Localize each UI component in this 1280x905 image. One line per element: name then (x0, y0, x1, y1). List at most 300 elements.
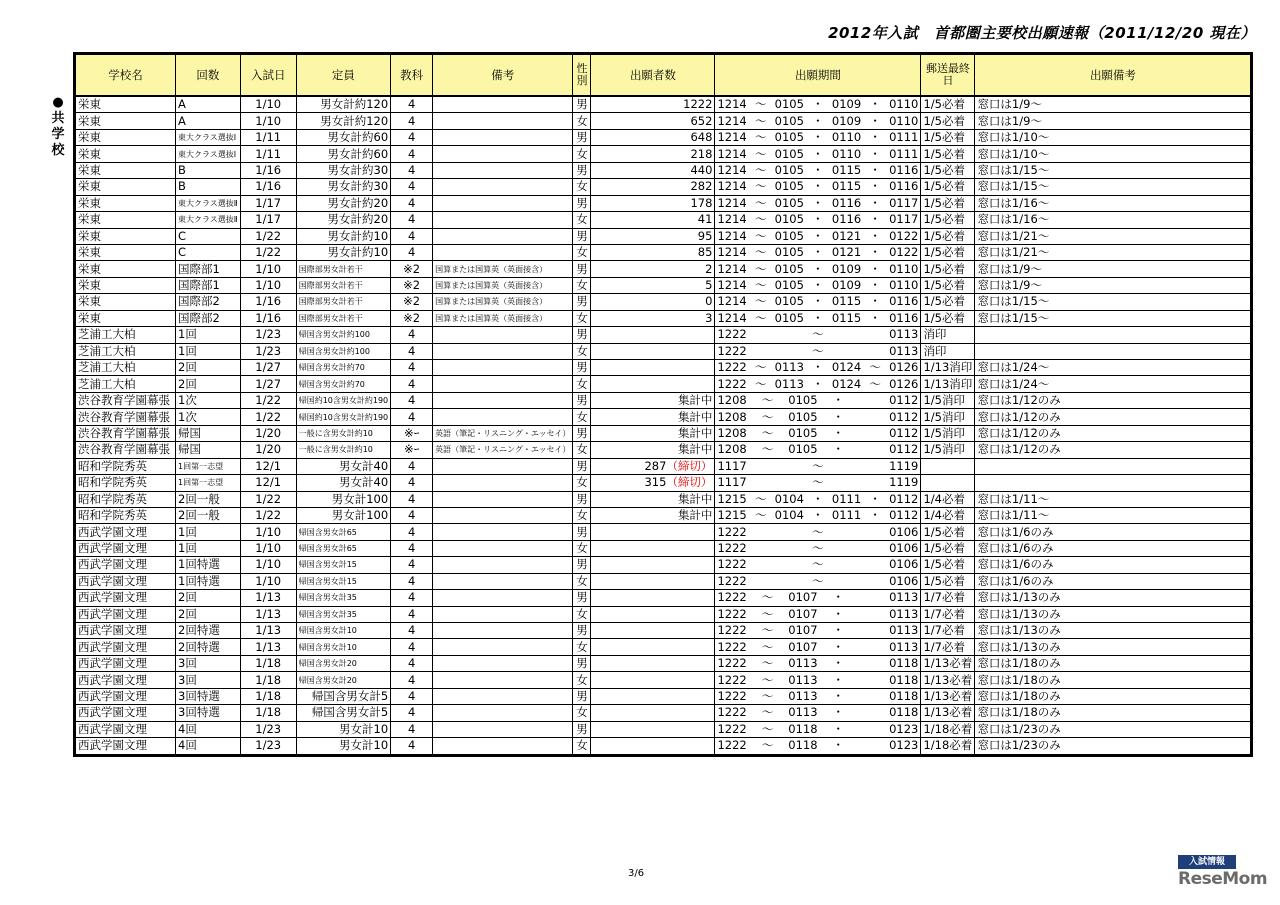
period-parts (717, 278, 918, 293)
cell-notes: 窓口は1/12のみ (975, 409, 1251, 425)
period-part: ～ (812, 343, 824, 358)
cell-capacity: 帰国含男女計15 (296, 557, 390, 573)
table-row (76, 129, 1251, 145)
period-part: 1222 (717, 557, 747, 572)
cell-capacity: 国際部男女計若干 (296, 294, 390, 310)
cell-round: 1次 (176, 392, 241, 408)
cell-applicants (591, 655, 715, 671)
cell-gender: 男 (573, 195, 591, 211)
period-part: ・ (812, 360, 824, 375)
cell-notes: 窓口は1/18のみ (975, 705, 1251, 721)
period-parts (717, 327, 918, 342)
cell-applicants: 3 (591, 310, 715, 326)
period-part: 0113 (788, 672, 818, 687)
cell-subjects: 4 (391, 590, 433, 606)
cell-round: 1回特選 (176, 573, 241, 589)
period-part: ・ (869, 491, 881, 506)
period-parts (717, 673, 918, 688)
period-part: ～ (754, 294, 767, 309)
cell-school: 昭和学院秀英 (76, 507, 176, 523)
cell-gender: 女 (573, 310, 591, 326)
cell-exam-date: 1/22 (240, 507, 296, 523)
cell-remarks (433, 409, 573, 425)
cell-applicants (591, 327, 715, 343)
period-part: 1215 (717, 491, 747, 506)
cell-period (715, 261, 921, 277)
cell-school: 西武学園文理 (76, 606, 176, 622)
period-part: ・ (812, 97, 824, 112)
cell-remarks (433, 212, 573, 228)
applicant-count: 315 (644, 475, 667, 490)
cell-applicants: 集計中 (591, 491, 715, 507)
period-part: ～ (761, 442, 774, 457)
cell-exam-date: 1/11 (240, 129, 296, 145)
period-part: 1222 (717, 343, 747, 358)
period-part: 1214 (717, 228, 747, 243)
period-part: 1222 (717, 672, 747, 687)
period-part: ・ (869, 294, 881, 309)
cell-gender: 男 (573, 655, 591, 671)
period-part: ・ (869, 245, 881, 260)
period-part: 1214 (717, 245, 747, 260)
cell-round: 1回 (176, 327, 241, 343)
header-gender: 性別 (573, 55, 591, 97)
cell-notes: 窓口は1/12のみ (975, 442, 1251, 458)
period-part: ・ (832, 393, 845, 408)
period-part: 0124 (831, 376, 862, 391)
table-row (76, 475, 1251, 491)
cell-notes: 窓口は1/10～ (975, 129, 1251, 145)
cell-period (715, 475, 921, 491)
cell-applicants (591, 688, 715, 704)
table-row (76, 409, 1251, 425)
table-row (76, 179, 1251, 195)
cell-applicants (591, 672, 715, 688)
cell-period (715, 195, 921, 211)
cell-notes: 窓口は1/6のみ (975, 540, 1251, 556)
cell-applicants: 41 (591, 212, 715, 228)
table-row (76, 507, 1251, 523)
period-part: ～ (761, 688, 774, 703)
period-part: 0118 (889, 705, 919, 720)
cell-mail-deadline: 1/5必着 (921, 113, 975, 129)
cell-mail-deadline: 1/5必着 (921, 129, 975, 145)
period-part: ～ (761, 425, 774, 440)
header-capacity: 定員 (296, 55, 390, 97)
period-parts (717, 623, 918, 638)
cell-gender: 女 (573, 672, 591, 688)
period-part: 1222 (717, 639, 747, 654)
cell-gender: 男 (573, 458, 591, 474)
period-part: ・ (812, 179, 824, 194)
period-parts (717, 738, 918, 753)
period-parts (717, 557, 918, 572)
cell-round: 国際部2 (176, 294, 241, 310)
cell-remarks: 国算または国算英（英面接含） (433, 294, 573, 310)
cell-notes: 窓口は1/15～ (975, 310, 1251, 326)
period-part: ～ (812, 327, 824, 342)
period-part: 1222 (717, 705, 747, 720)
table-row (76, 655, 1251, 671)
cell-gender: 男 (573, 425, 591, 441)
cell-remarks (433, 491, 573, 507)
cell-capacity: 男女計100 (296, 491, 390, 507)
cell-subjects: 4 (391, 458, 433, 474)
period-part: 1222 (717, 606, 747, 621)
cell-period (715, 113, 921, 129)
cell-remarks (433, 475, 573, 491)
cell-exam-date: 1/22 (240, 491, 296, 507)
cell-school: 昭和学院秀英 (76, 491, 176, 507)
cell-applicants (591, 623, 715, 639)
cell-remarks: 国算または国算英（英面接含） (433, 261, 573, 277)
cell-remarks (433, 360, 573, 376)
period-part: ・ (812, 228, 824, 243)
cell-round: 1回 (176, 524, 241, 540)
period-parts (717, 344, 918, 359)
period-parts (717, 212, 918, 227)
cell-notes: 窓口は1/12のみ (975, 392, 1251, 408)
period-part: 1119 (889, 458, 919, 473)
period-part: 0116 (889, 179, 919, 194)
period-part: 1215 (717, 508, 747, 523)
cell-remarks (433, 639, 573, 655)
header-remarks: 備考 (433, 55, 573, 97)
cell-mail-deadline (921, 458, 975, 474)
cell-remarks (433, 721, 573, 737)
cell-applicants: 652 (591, 113, 715, 129)
cell-notes: 窓口は1/18のみ (975, 688, 1251, 704)
period-parts (717, 196, 918, 211)
cell-subjects: ※2 (391, 294, 433, 310)
cell-mail-deadline: 1/13消印 (921, 360, 975, 376)
cell-gender: 男 (573, 96, 591, 113)
cell-school: 西武学園文理 (76, 721, 176, 737)
cell-gender: 男 (573, 524, 591, 540)
table-row (76, 261, 1251, 277)
cell-mail-deadline: 1/5消印 (921, 392, 975, 408)
cell-capacity: 帰国含男女計15 (296, 573, 390, 589)
period-part: ～ (869, 360, 881, 375)
period-part: ・ (869, 228, 881, 243)
cell-remarks (433, 655, 573, 671)
header-applicants: 出願者数 (591, 55, 715, 97)
cell-remarks: 国算または国算英（英面接含） (433, 277, 573, 293)
period-part: ～ (812, 475, 824, 490)
period-parts (717, 722, 918, 737)
period-part: 0105 (774, 245, 804, 260)
period-part: 0113 (788, 705, 818, 720)
period-parts (717, 689, 918, 704)
cell-capacity: 帰国含男女計約70 (296, 376, 390, 392)
cell-exam-date: 1/17 (240, 195, 296, 211)
cell-round: 国際部1 (176, 277, 241, 293)
period-part: ・ (832, 606, 845, 621)
table-row (76, 557, 1251, 573)
cell-period (715, 738, 921, 754)
cell-remarks (433, 623, 573, 639)
cell-round: B (176, 179, 241, 195)
cell-school: 栄東 (76, 179, 176, 195)
period-part: 0118 (889, 656, 919, 671)
cell-school: 西武学園文理 (76, 540, 176, 556)
period-part: 0112 (889, 409, 919, 424)
period-part: 0122 (889, 228, 919, 243)
cell-period (715, 179, 921, 195)
cell-remarks (433, 606, 573, 622)
cell-subjects: 4 (391, 327, 433, 343)
period-part: ～ (812, 458, 824, 473)
cell-exam-date: 1/23 (240, 738, 296, 754)
period-part: 0105 (788, 425, 818, 440)
period-part: 0109 (831, 278, 862, 293)
cell-notes: 窓口は1/23のみ (975, 721, 1251, 737)
cell-notes: 窓口は1/11～ (975, 491, 1251, 507)
cell-mail-deadline: 1/5必着 (921, 540, 975, 556)
cell-school: 渋谷教育学園幕張 (76, 442, 176, 458)
cell-exam-date: 1/10 (240, 540, 296, 556)
cell-mail-deadline: 1/5必着 (921, 162, 975, 178)
table-row (76, 688, 1251, 704)
period-part: 0105 (774, 97, 804, 112)
cell-exam-date: 1/22 (240, 409, 296, 425)
period-part: ・ (869, 278, 881, 293)
cell-subjects: 4 (391, 639, 433, 655)
cell-applicants (591, 606, 715, 622)
cell-school: 栄東 (76, 228, 176, 244)
cell-capacity: 帰国含男女計5 (296, 688, 390, 704)
cell-subjects: 4 (391, 360, 433, 376)
cell-remarks (433, 195, 573, 211)
period-part: 0118 (788, 721, 818, 736)
cell-round: 1回第一志望 (176, 458, 241, 474)
period-part: 1208 (717, 442, 747, 457)
cell-mail-deadline: 1/13必着 (921, 688, 975, 704)
period-part: ・ (812, 294, 824, 309)
cell-round: 2回特選 (176, 623, 241, 639)
period-part: 0109 (831, 261, 862, 276)
period-part: 1222 (717, 721, 747, 736)
applicant-count: 287 (644, 458, 667, 473)
period-part: ・ (832, 623, 845, 638)
cell-round: 2回一般 (176, 491, 241, 507)
period-part: ～ (754, 195, 767, 210)
period-parts (717, 393, 918, 408)
cell-gender: 女 (573, 376, 591, 392)
table-row (76, 524, 1251, 540)
cell-period (715, 310, 921, 326)
period-part: 0112 (889, 442, 919, 457)
cell-capacity: 男女計100 (296, 507, 390, 523)
period-part: 0113 (774, 376, 804, 391)
cell-school: 芝浦工大柏 (76, 376, 176, 392)
cell-remarks (433, 507, 573, 523)
period-parts (717, 607, 918, 622)
header-row (76, 55, 1251, 97)
cell-round: 東大クラス選抜Ⅰ (176, 146, 241, 162)
application-table-wrapper (73, 52, 1253, 757)
period-part: ・ (812, 130, 824, 145)
cell-round: 東大クラス選抜Ⅱ (176, 195, 241, 211)
cell-school: 西武学園文理 (76, 573, 176, 589)
table-row (76, 639, 1251, 655)
cell-applicants (591, 573, 715, 589)
period-part: ・ (812, 310, 824, 325)
category-char: 共 (51, 111, 65, 126)
cell-school: 芝浦工大柏 (76, 327, 176, 343)
closed-tag: （締切） (666, 458, 713, 473)
cell-applicants: 648 (591, 129, 715, 145)
cell-exam-date: 1/22 (240, 392, 296, 408)
cell-exam-date: 1/22 (240, 244, 296, 260)
period-part: 0106 (889, 524, 919, 539)
cell-mail-deadline: 消印 (921, 343, 975, 359)
cell-gender: 女 (573, 738, 591, 754)
cell-exam-date: 1/27 (240, 360, 296, 376)
period-parts (717, 459, 918, 474)
cell-notes: 窓口は1/6のみ (975, 573, 1251, 589)
cell-period (715, 376, 921, 392)
period-part: ・ (869, 113, 881, 128)
period-part: 0105 (788, 442, 818, 457)
cell-applicants: 95 (591, 228, 715, 244)
cell-applicants (591, 343, 715, 359)
cell-gender: 男 (573, 261, 591, 277)
cell-school: 栄東 (76, 294, 176, 310)
period-part: 0105 (774, 212, 804, 227)
table-row (76, 294, 1251, 310)
period-part: ・ (812, 212, 824, 227)
period-part: ・ (832, 409, 845, 424)
period-part: ・ (869, 212, 881, 227)
table-row (76, 721, 1251, 737)
cell-school: 渋谷教育学園幕張 (76, 392, 176, 408)
period-parts (717, 492, 918, 507)
cell-subjects: ※2 (391, 261, 433, 277)
cell-remarks (433, 129, 573, 145)
cell-school: 栄東 (76, 195, 176, 211)
period-part: ～ (812, 541, 824, 556)
cell-notes: 窓口は1/23のみ (975, 738, 1251, 754)
cell-applicants (591, 475, 715, 491)
period-parts (717, 541, 918, 556)
period-part: 0106 (889, 573, 919, 588)
period-part: 0113 (889, 327, 919, 342)
table-row (76, 376, 1251, 392)
cell-subjects: 4 (391, 672, 433, 688)
cell-applicants (591, 376, 715, 392)
period-parts (717, 147, 918, 162)
cell-round: A (176, 96, 241, 113)
cell-mail-deadline: 1/5必着 (921, 524, 975, 540)
cell-round: 1回第一志望 (176, 475, 241, 491)
cell-capacity: 帰国含男女計約100 (296, 343, 390, 359)
cell-subjects: 4 (391, 540, 433, 556)
cell-period (715, 655, 921, 671)
period-part: ～ (761, 590, 774, 605)
cell-exam-date: 1/10 (240, 96, 296, 113)
cell-period (715, 507, 921, 523)
cell-school: 渋谷教育学園幕張 (76, 409, 176, 425)
period-part: 1214 (717, 113, 747, 128)
period-part: 0113 (774, 360, 804, 375)
period-part: 1214 (717, 310, 747, 325)
period-part: 0111 (831, 508, 862, 523)
table-row (76, 672, 1251, 688)
cell-subjects: 4 (391, 655, 433, 671)
period-part: 0110 (889, 113, 919, 128)
cell-period (715, 721, 921, 737)
cell-exam-date: 1/16 (240, 179, 296, 195)
period-part: 0111 (831, 491, 862, 506)
period-part: 0105 (774, 261, 804, 276)
cell-period (715, 639, 921, 655)
period-part: ・ (812, 491, 824, 506)
cell-capacity: 帰国含男女計35 (296, 606, 390, 622)
cell-school: 栄東 (76, 277, 176, 293)
cell-round: 東大クラス選抜Ⅱ (176, 212, 241, 228)
cell-mail-deadline: 1/7必着 (921, 623, 975, 639)
cell-capacity: 男女計約20 (296, 212, 390, 228)
cell-gender: 男 (573, 228, 591, 244)
period-part: 0107 (788, 606, 818, 621)
cell-capacity: 一般に含男女計約10 (296, 442, 390, 458)
cell-notes: 窓口は1/11～ (975, 507, 1251, 523)
cell-capacity: 帰国含男女計65 (296, 524, 390, 540)
cell-remarks (433, 146, 573, 162)
period-parts (717, 525, 918, 540)
period-part: ・ (869, 508, 881, 523)
cell-school: 西武学園文理 (76, 672, 176, 688)
period-part: 0105 (774, 179, 804, 194)
cell-notes: 窓口は1/13のみ (975, 606, 1251, 622)
cell-mail-deadline: 1/7必着 (921, 590, 975, 606)
period-part: 0105 (774, 310, 804, 325)
period-parts (717, 179, 918, 194)
period-part: 1222 (717, 590, 747, 605)
period-part: 1214 (717, 294, 747, 309)
cell-mail-deadline: 1/5必着 (921, 195, 975, 211)
period-parts (717, 377, 918, 392)
cell-exam-date: 1/16 (240, 162, 296, 178)
period-part: 0113 (788, 656, 818, 671)
page-number: 3/6 (628, 868, 645, 879)
cell-gender: 男 (573, 688, 591, 704)
cell-school: 西武学園文理 (76, 524, 176, 540)
period-part: ・ (812, 278, 824, 293)
cell-notes: 窓口は1/6のみ (975, 524, 1251, 540)
cell-capacity: 男女計40 (296, 458, 390, 474)
cell-period (715, 705, 921, 721)
cell-gender: 女 (573, 244, 591, 260)
cell-remarks (433, 524, 573, 540)
cell-mail-deadline (921, 475, 975, 491)
cell-gender: 女 (573, 113, 591, 129)
period-part: ・ (869, 146, 881, 161)
period-parts (717, 705, 918, 720)
cell-gender: 男 (573, 327, 591, 343)
period-part: ～ (754, 97, 767, 112)
cell-notes: 窓口は1/16～ (975, 212, 1251, 228)
cell-capacity: 男女計10 (296, 738, 390, 754)
period-part: ・ (869, 195, 881, 210)
cell-round: C (176, 228, 241, 244)
period-part: ・ (832, 442, 845, 457)
cell-notes: 窓口は1/15～ (975, 162, 1251, 178)
cell-round: A (176, 113, 241, 129)
cell-round: 4回 (176, 721, 241, 737)
period-part: 0117 (889, 195, 919, 210)
